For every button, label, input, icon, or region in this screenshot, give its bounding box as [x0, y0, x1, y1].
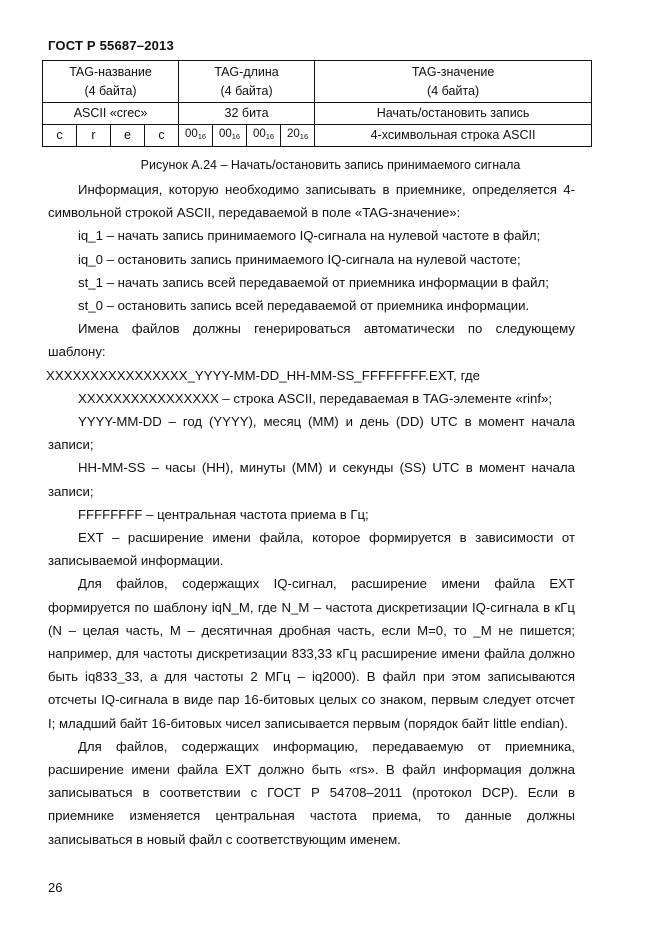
table-header-tag-name — [43, 61, 179, 103]
definition-item: XXXXXXXXXXXXXXXX – строка ASCII, передаваемая в TAG-элементе «rinf»; — [78, 390, 553, 406]
definition-item: YYYY-MM-DD – год (YYYY), месяц (MM) и день (DD) UTC в момент начала записи; — [48, 414, 575, 453]
body-text — [48, 178, 575, 851]
hex-base: 16 — [197, 132, 207, 141]
hex-base: 16 — [265, 132, 275, 141]
list-item: st_1 – начать запись всей передаваемой от приемника информации в файл; — [78, 274, 549, 290]
definition-item: EXT – расширение имени файла, которое формируется в зависимости от записываемой информации. — [48, 530, 575, 569]
tag-length-bits-cell: 32 бита — [179, 103, 315, 125]
tag-value-title: TAG-значение — [411, 64, 495, 79]
hex-value: 00 — [218, 128, 232, 140]
paragraph: Имена файлов должны генерироваться автоматически по следующему шаблону: — [48, 321, 575, 360]
tag-name-title: TAG-название — [69, 64, 152, 79]
value-string-cell: 4-хсимвольная строка ASCII — [315, 125, 592, 147]
char-cell: r — [77, 125, 111, 147]
hex-base: 16 — [299, 132, 309, 141]
tag-length-title: TAG-длина — [214, 64, 279, 79]
hex-value: 00 — [184, 128, 198, 140]
paragraph: Для файлов, содержащих IQ-сигнал, расширение имени файла EXT формируется по шаблону iqN_M, где N_M – частота дискретизации IQ-сигнала в кГц (N – целая часть, M – десятичная дробная часть, если M=0, то _M не пишется; например, для частоты дискретизации 833,33 кГц расширение имени файла должно быть iq833_33, а для частоты 2 МГц – iq2000). В файл при этом записываются отсчеты IQ-сигнала в виде пар 16-битовых целых со знаком, первым следует отсчет I; младший байт 16-битовых чисел записывается первым (порядок байт little endian). — [48, 576, 575, 731]
definition-item: HH-MM-SS – часы (HH), минуты (MM) и секунды (SS) UTC в момент начала записи; — [48, 460, 575, 499]
figure-caption: Рисунок А.24 – Начать/остановить запись принимаемого сигнала — [140, 158, 521, 172]
list-item: iq_0 – остановить запись принимаемого IQ-сигнала на нулевой частоте; — [78, 251, 521, 267]
list-item: iq_1 – начать запись принимаемого IQ-сигнала на нулевой частоте в файл; — [78, 228, 541, 244]
page-number: 26 — [48, 880, 63, 895]
filename-template: XXXXXXXXXXXXXXXX_YYYY-MM-DD_HH-MM-SS_FFFFFFFF.EXT, где — [46, 367, 481, 383]
document-header: ГОСТ Р 55687–2013 — [48, 38, 174, 53]
hex-value: 20 — [287, 128, 300, 140]
hex-byte-cell — [281, 125, 315, 147]
char-cell: e — [111, 125, 145, 147]
table-header-tag-value — [315, 61, 592, 103]
tag-name-ascii-cell: ASCII «crec» — [43, 103, 179, 125]
list-item: st_0 – остановить запись всей передаваемой от приемника информации. — [78, 298, 530, 314]
hex-byte-cell — [247, 125, 281, 147]
definition-item: FFFFFFFF – центральная частота приема в Гц; — [78, 506, 369, 522]
hex-base: 16 — [231, 132, 241, 141]
tag-length-size: (4 байта) — [220, 83, 273, 98]
paragraph: Информация, которую необходимо записывать в приемнике, определяется 4-символьной строкой ASCII, передаваемой в поле «TAG-значение»: — [48, 182, 575, 221]
hex-byte-cell — [213, 125, 247, 147]
hex-value: 00 — [252, 128, 266, 140]
hex-byte-cell — [179, 125, 213, 147]
tag-structure-table — [42, 60, 592, 147]
tag-value-desc-cell: Начать/остановить запись — [315, 103, 592, 125]
tag-value-size: (4 байта) — [427, 83, 480, 98]
tag-name-size: (4 байта) — [84, 83, 137, 98]
char-cell: c — [43, 125, 77, 147]
table-header-tag-length — [179, 61, 315, 103]
char-cell: c — [145, 125, 179, 147]
paragraph: Для файлов, содержащих информацию, передаваемую от приемника, расширение имени файла EXT должно быть «rs». В файл информация должна записываться в соответствии с ГОСТ Р 54708–2011 (протокол DCP). Если в приемнике изменяется центральная частота приема, то данные должны записываться в новый файл с соответствующим именем. — [48, 738, 575, 847]
